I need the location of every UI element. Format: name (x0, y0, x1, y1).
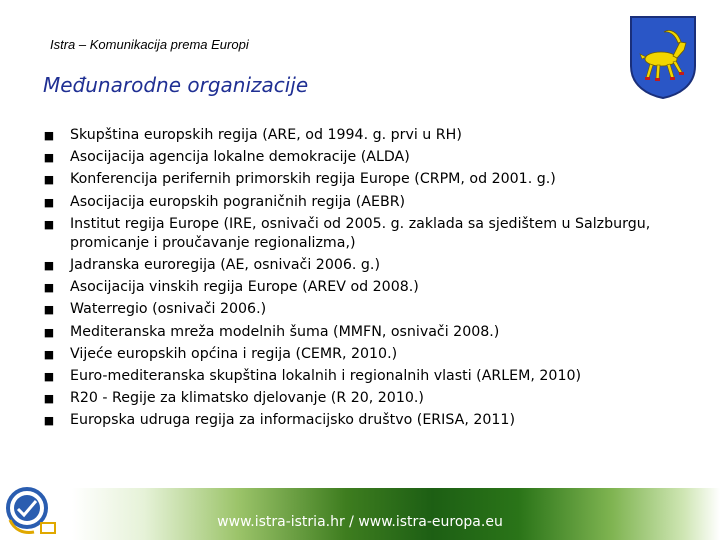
list-item (42, 323, 682, 342)
istria-coat-of-arms-icon (628, 14, 698, 100)
list-item (42, 411, 682, 430)
list-item-text: Waterregio (osnivači 2006.) (70, 301, 267, 318)
list-item-text: Vijeće europskih općina i regija (CEMR, 2010.) (70, 345, 398, 362)
square-bullet-icon: ■ (43, 281, 55, 295)
list-item-text: Europska udruga regija za informacijsko društvo (ERISA, 2011) (70, 412, 515, 429)
square-bullet-icon: ■ (43, 258, 55, 272)
list-item-text: Asocijacija agencija lokalne demokracije (ALDA) (70, 149, 410, 166)
square-bullet-icon: ■ (43, 325, 55, 339)
list-item-text: Euro-mediteranska skupština lokalnih i regionalnih vlasti (ARLEM, 2010) (70, 367, 582, 384)
list-item (42, 300, 682, 319)
list-item (42, 215, 682, 253)
square-bullet-icon: ■ (43, 151, 55, 165)
list-item-text: Jadranska euroregija (AE, osnivači 2006. g.) (70, 256, 380, 273)
header-caption: Istra – Komunikacija prema Europi (50, 37, 249, 52)
square-bullet-icon: ■ (43, 173, 55, 187)
square-bullet-icon: ■ (43, 414, 55, 428)
list-item-text: Mediteranska mreža modelnih šuma (MMFN, osnivači 2008.) (70, 323, 500, 340)
slide-title: Međunarodne organizacije (43, 73, 309, 97)
square-bullet-icon: ■ (43, 369, 55, 383)
list-item (42, 367, 682, 386)
list-item (42, 389, 682, 408)
list-item (42, 256, 682, 275)
list-item-text: Konferencija perifernih primorskih regija Europe (CRPM, od 2001. g.) (70, 171, 556, 188)
list-item (42, 193, 682, 212)
footer-links[interactable]: www.istra-istria.hr / www.istra-europa.eu (217, 514, 503, 530)
list-item (42, 126, 682, 145)
organization-list (42, 126, 682, 433)
list-item-text: R20 - Regije za klimatsko djelovanje (R 20, 2010.) (70, 390, 424, 407)
square-bullet-icon: ■ (43, 392, 55, 406)
list-item-text: Institut regija Europe (IRE, osnivači od 2005. g. zaklada sa sjedištem u Salzburgu, promicanje i proučavanje regionalizma,) (70, 215, 651, 251)
list-item (42, 278, 682, 297)
list-item (42, 170, 682, 189)
list-item-text: Asocijacija vinskih regija Europe (AREV od 2008.) (70, 279, 419, 296)
list-item-text: Asocijacija europskih pograničnih regija (AEBR) (70, 193, 406, 210)
list-item-text: Skupština europskih regija (ARE, od 1994. g. prvi u RH) (70, 127, 462, 143)
square-bullet-icon: ■ (43, 303, 55, 317)
list-item (42, 345, 682, 364)
square-bullet-icon: ■ (43, 129, 55, 142)
square-bullet-icon: ■ (43, 195, 55, 209)
square-bullet-icon: ■ (43, 347, 55, 361)
square-bullet-icon: ■ (43, 217, 55, 231)
list-item (42, 148, 682, 167)
